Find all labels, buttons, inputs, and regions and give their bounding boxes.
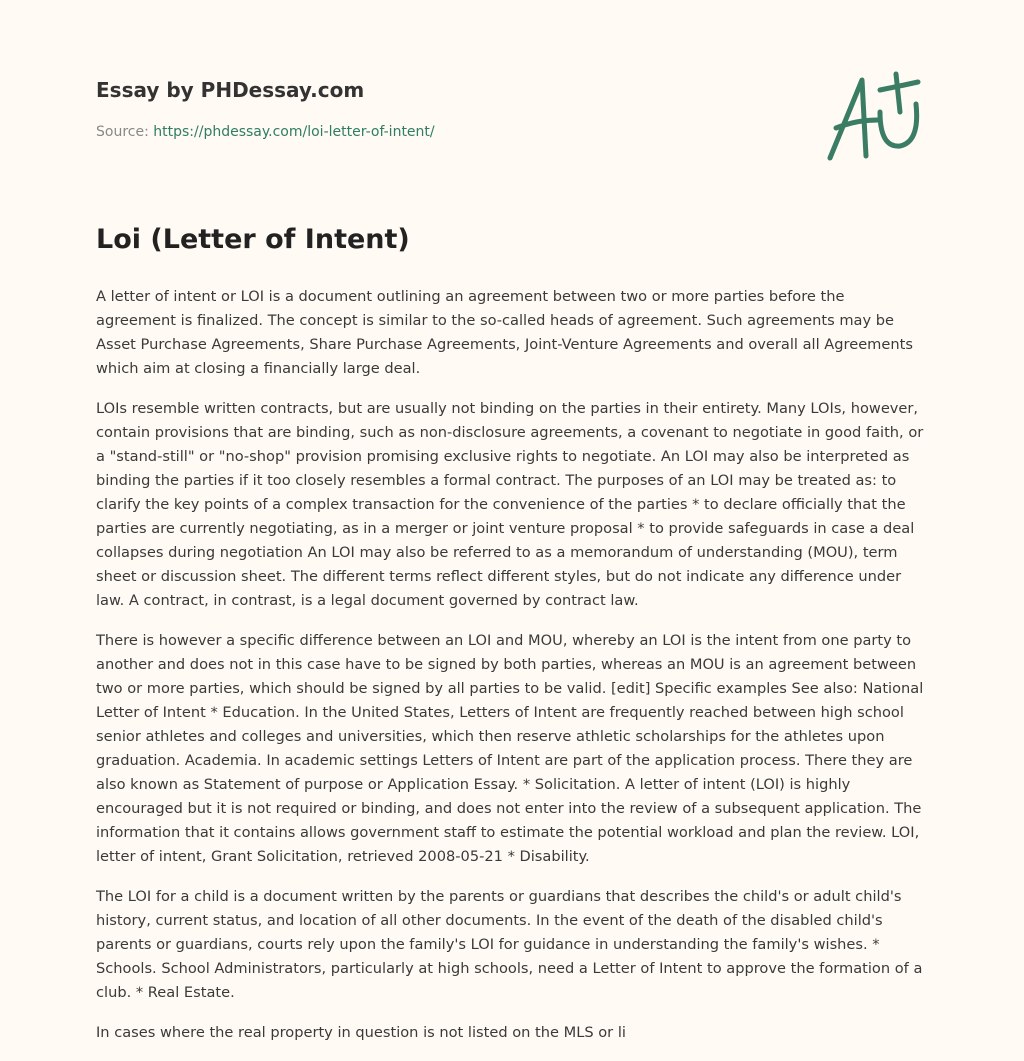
paragraph-line: parties are currently negotiating, as in a merger or joint venture proposal * to provide safeguards in case a deal [96, 520, 915, 537]
essay-paragraph [96, 885, 936, 1005]
paragraph-line: another and does not in this case have to be signed by both parties, whereas an MOU is an agreement between [96, 656, 917, 673]
paragraph-line: A letter of intent or LOI is a document outlining an agreement between two or more parties before the [96, 288, 845, 305]
paragraph-line: contain provisions that are binding, such as non-disclosure agreements, a covenant to negotiate in good faith, or [96, 424, 924, 441]
paragraph-line: letter of intent, Grant Solicitation, retrieved 2008-05-21 * Disability. [96, 848, 590, 865]
paragraph-line: parents or guardians, courts rely upon the family's LOI for guidance in understanding the family's wishes. * [96, 936, 880, 953]
source-link[interactable]: https://phdessay.com/loi-letter-of-intent/ [153, 124, 435, 140]
site-brand: Essay by PHDessay.com [96, 78, 365, 102]
paragraph-line: senior athletes and colleges and universities, which then reserve athletic scholarships for the athletes upon [96, 728, 885, 745]
essay-paragraph [96, 285, 936, 381]
paragraph-line: which aim at closing a financially large deal. [96, 360, 421, 377]
essay-paragraph [96, 397, 936, 613]
source-label: Source: [96, 124, 154, 140]
paragraph-line: two or more parties, which should be signed by all parties to be valid. [edit] Specific examples See also: National [96, 680, 924, 697]
source-line [96, 124, 435, 140]
a-plus-logo-icon [820, 68, 930, 164]
page-title: Loi (Letter of Intent) [96, 224, 410, 255]
paragraph-line: Asset Purchase Agreements, Share Purchase Agreements, Joint-Venture Agreements and overall all Agreements [96, 336, 913, 353]
paragraph-line: There is however a specific difference between an LOI and MOU, whereby an LOI is the intent from one party to [96, 632, 912, 649]
paragraph-line: clarify the key points of a complex transaction for the convenience of the parties * to declare officially that the [96, 496, 906, 513]
paragraph-line: collapses during negotiation An LOI may also be referred to as a memorandum of understanding (MOU), term [96, 544, 898, 561]
paragraph-line: law. A contract, in contrast, is a legal document governed by contract law. [96, 592, 639, 609]
paragraph-line: club. * Real Estate. [96, 984, 235, 1001]
paragraph-line: Letter of Intent * Education. In the United States, Letters of Intent are frequently reached between high school [96, 704, 904, 721]
paragraph-line: LOIs resemble written contracts, but are usually not binding on the parties in their entirety. Many LOIs, however, [96, 400, 919, 417]
paragraph-line: binding the parties if it too closely resembles a formal contract. The purposes of an LOI may be treated as: to [96, 472, 897, 489]
paragraph-line: agreement is finalized. The concept is similar to the so-called heads of agreement. Such agreements may be [96, 312, 895, 329]
paragraph-line: Schools. School Administrators, particularly at high schools, need a Letter of Intent to approve the formation of a [96, 960, 923, 977]
paragraph-line: The LOI for a child is a document written by the parents or guardians that describes the child's or adult child's [96, 888, 902, 905]
paragraph-line: In cases where the real property in question is not listed on the MLS or li [96, 1024, 626, 1041]
paragraph-line: encouraged but it is not required or binding, and does not enter into the review of a subsequent application. The [96, 800, 922, 817]
paragraph-line: information that it contains allows government staff to estimate the potential workload and plan the review. LOI, [96, 824, 920, 841]
paragraph-line: history, current status, and location of all other documents. In the event of the death of the disabled child's [96, 912, 883, 929]
paragraph-line: graduation. Academia. In academic settings Letters of Intent are part of the application process. There they are [96, 752, 913, 769]
paragraph-line: also known as Statement of purpose or Application Essay. * Solicitation. A letter of intent (LOI) is highly [96, 776, 851, 793]
essay-body [96, 285, 936, 1061]
essay-paragraph [96, 629, 936, 869]
essay-paragraph [96, 1021, 936, 1045]
paragraph-line: a "stand-still" or "no-shop" provision promising exclusive rights to negotiate. An LOI may also be interpreted as [96, 448, 910, 465]
paragraph-line: sheet or discussion sheet. The different terms reflect different styles, but do not indicate any difference under [96, 568, 902, 585]
